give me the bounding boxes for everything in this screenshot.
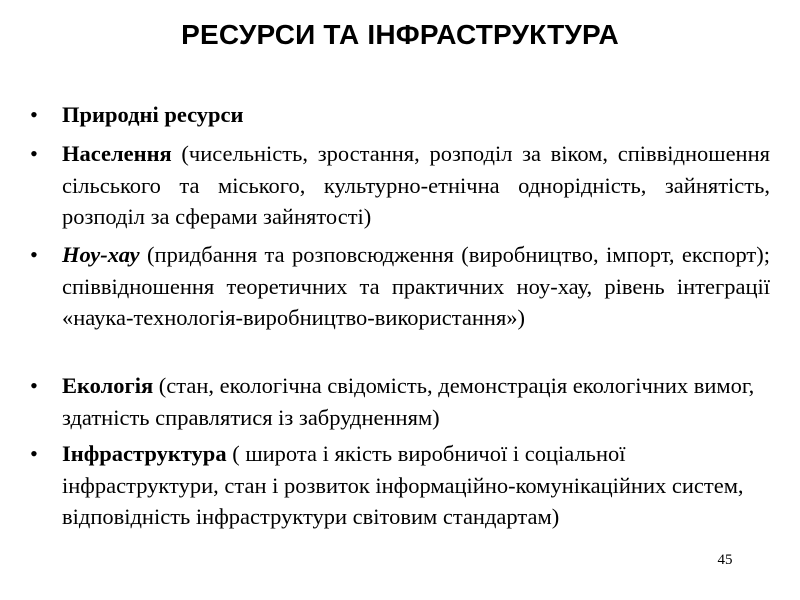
bullet-icon: •	[30, 441, 38, 466]
bullet-item-natural-resources	[30, 99, 770, 131]
item-text: (стан, екологічна свідомість, демонстрація екологічних вимог, здатність справлятися із забрудненням)	[62, 373, 755, 430]
bullet-item-know-how	[30, 239, 770, 334]
slide-number: 45	[717, 552, 733, 568]
item-text: (чисельність, зростання, розподіл за віком, співвідношення сільського та міського, культурно-етнічна однорідність, зайнятість, розподіл за сферами зайнятості)	[62, 141, 770, 229]
bullet-item-infrastructure	[30, 438, 762, 533]
term-natural-resources: Природні ресурси	[62, 102, 244, 127]
slide-title: РЕСУРСИ ТА ІНФРАСТРУКТУРА	[181, 19, 619, 50]
bullet-icon: •	[30, 102, 38, 127]
item-text: (придбання та розповсюдження (виробництво, імпорт, експорт); співвідношення теоретичних та практичних ноу-хау, рівень інтеграції «наука-технологія-виробництво-використання»)	[62, 242, 770, 330]
bullet-item-ecology	[30, 370, 770, 433]
bullet-item-population	[30, 138, 770, 233]
bullet-icon: •	[30, 242, 38, 267]
term-know-how: Ноу-хау	[62, 242, 140, 267]
term-population: Населення	[62, 141, 172, 166]
item-text: ( широта і якість виробничої і соціальної інфраструктури, стан і розвиток інформаційно-комунікаційних систем, відповідність інфраструктури світовим стандартам)	[62, 441, 744, 529]
bullet-icon: •	[30, 141, 38, 166]
term-ecology: Екологія	[62, 373, 154, 398]
term-infrastructure: Інфраструктура	[62, 441, 227, 466]
bullet-icon: •	[30, 373, 38, 398]
